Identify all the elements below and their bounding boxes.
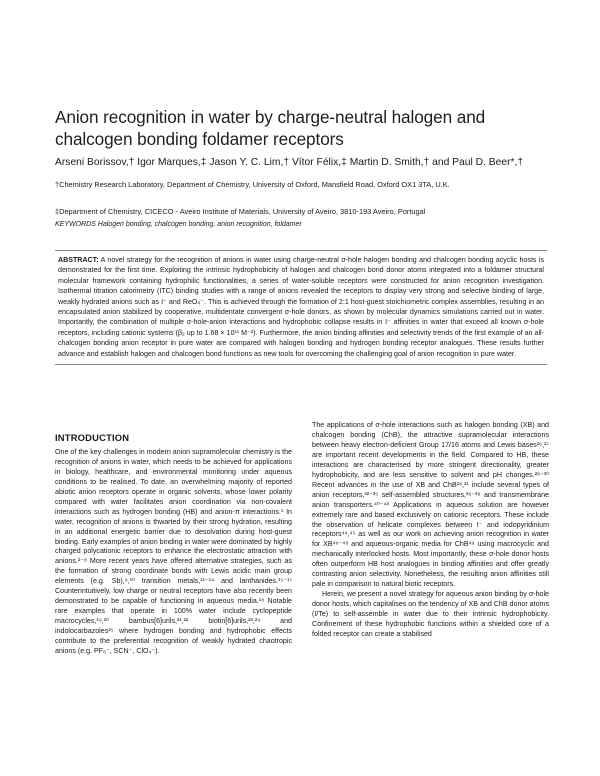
abstract-text: A novel strategy for the recognition of anions in water using charge-neutral σ-hole halogen bonding and chalcogen bonding acyclic hosts is demonstrated for the first time. Exploiting the intrinsic hydrophobicity of halogen and chalcogen bond donor atoms integrated into a foldamer structural molecular framework containing hydrophilic functionalities, a series of water-soluble receptors were constructed for anion recognition investigation. Isothermal titration calorimetry (ITC) binding studies with a range of anions revealed the receptors to display very strong and selective binding of large, weakly hydrated anions such as I⁻ and ReO₄⁻. This is achieved through the formation of 2:1 host-guest stoichiometric complex assemblies, resulting in an encapsulated anion stabilized by cooperative, multidentate convergent σ-hole donors, as shown by molecular dynamics simulations carried out in water. Importantly, the combination of multiple σ-hole-anion interactions and hydrophobic collapse results in I⁻ affinities in water that exceed all known σ-hole receptors, including cationic systems (β₂ up to 1.68 × 10¹¹ M⁻²). Furthermore, the anion binding affinities and selectivity trends of the first example of an all-chalcogen bonding anion receptor in pure water are compared with halogen bonding and hydrogen bonding receptor analogues. These results further advance and establish halogen and chalcogen bond functions as new tools for overcoming the challenging goal of anion recognition in pure water. — [58, 256, 544, 358]
abstract-box — [55, 250, 547, 365]
abstract-label: ABSTRACT: — [58, 256, 99, 264]
affiliation-oxford: †Chemistry Research Laboratory, Department of Chemistry, University of Oxford, Mansfield Road, Oxford OX1 3TA, U.K. — [55, 180, 450, 189]
left-column — [55, 433, 292, 657]
sigma-hole-paragraph: The applications of σ-hole interactions such as halogen bonding (XB) and chalcogen bonding (ChB), the attractive supramolecular interactions between heavy electron-deficient Group 17/16 atoms and Lewis bases²⁶,²⁷ are important recent developments in the field. Compared to HB, these interactions are characterised by more stringent directionality, greater hydrophobicity, and are less sensitive to solvent and pH changes.²⁸⁻³⁰ Recent advances in the use of XB and ChB²⁸,³¹ include several types of anion receptors,³²⁻³⁵ self-assembled structures,³⁶⁻³⁹ and transmembrane anion transporters.⁴⁰⁻⁴³ Applications in aqueous solution are however extremely rare and based exclusively on cationic receptors. These include the observation of helicate complexes between I⁻ and iodopyridinium receptors⁴⁴,⁴⁵ as well as our work on achieving anion recognition in water for XB⁴⁶⁻⁴⁸ and aqueous-organic media for ChB⁴⁹ using macrocyclic and mechanically interlocked hosts. Most importantly, these σ-hole donor hosts often outperform HB host analogues in binding affinities and offer greatly contrasting anion selectivity. Nonetheless, the resulting anion affinities still pale in comparison to natural biotic receptors. — [312, 421, 549, 589]
affiliation-aveiro: ‡Department of Chemistry, CICECO - Aveiro Institute of Materials, University of Aveiro, 3810-193 Aveiro, Portugal — [55, 207, 426, 216]
introduction-paragraph: One of the key challenges in modern anion supramolecular chemistry is the recognition of anions in water, which needs to be achieved for applications in biology, healthcare, and environmental monitoring under aqueous conditions to be realised. To date, an overwhelming majority of reported abiotic anion receptors operate in organic solvents, whose lower polarity compared with water facilitates anion coordination via non-covalent interactions such as hydrogen bonding (HB) and anion-π interactions.¹ In water, recognition of anions is thwarted by their strong hydration, resulting in an additional energetic barrier due to desolvation during host-guest binding. Early examples of anion binding in water were dominated by highly charged polycationic receptors to enhance the electrostatic attraction with anions.²⁻⁸ More recent years have offered alternative strategies, such as the formation of strong coordinate bonds with Lewis acidic main group elements (e.g. Sb),⁹,¹⁰ transition metals,¹¹⁻¹⁴ and lanthanides.¹⁵⁻¹⁷ Counterintuitively, low charge or neutral receptors have also recently been demonstrated to be capable of functioning in aqueous media.¹⁸ Notable rare examples that operate in 100% water include cyclopeptide macrocycles,¹⁹,²⁰ bambus[6]urils,²¹,²² biotin[6]urils,²³,²⁴ and indolocarbazoles²⁵ where hydrogen bonding and hydrophobic effects contribute to the preferential recognition of weakly hydrated chaotropic anions (e.g. PF₆⁻, SCN⁻, ClO₄⁻). — [55, 447, 292, 656]
strategy-paragraph: Herein, we present a novel strategy for aqueous anion binding by σ-hole donor hosts, which capitalises on the tendency of XB and ChB donor atoms (I/Te) to self-assemble in water due to their intrinsic hydrophobicity. Confinement of these hydrophobic functions within a shielded core of a folded receptor can create a stabilised — [312, 590, 549, 639]
paper-title: Anion recognition in water by charge-neutral halogen and chalcogen bonding foldamer receptors — [55, 107, 486, 149]
introduction-heading: INTRODUCTION — [55, 432, 130, 443]
keywords-label: KEYWORDS — [55, 221, 96, 228]
right-column — [312, 421, 549, 640]
keywords-text: Halogen bonding, chalcogen bonding, anion recognition, foldamer — [97, 221, 302, 228]
author-list: Arseni Borissov,† Igor Marques,‡ Jason Y. C. Lim,† Vítor Félix,‡ Martin D. Smith,† and Paul D. Beer*,† — [55, 157, 524, 168]
keywords-line — [55, 220, 555, 230]
